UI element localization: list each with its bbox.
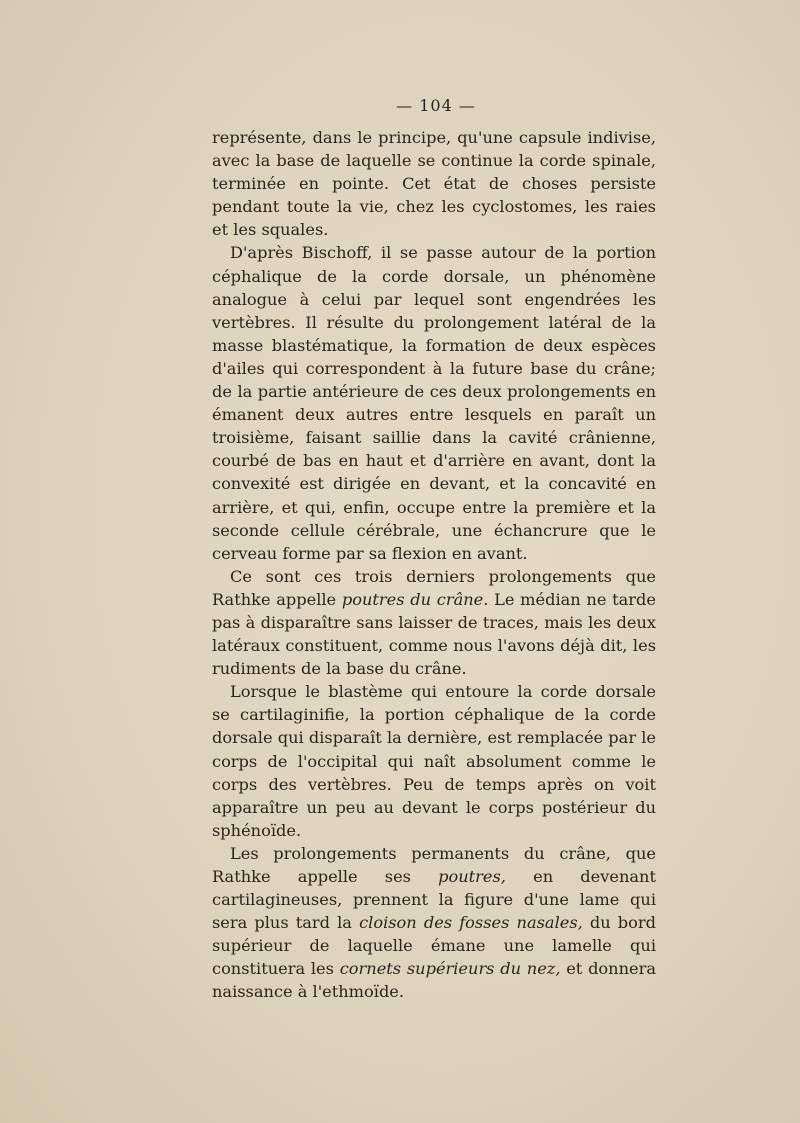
text-segment: Le médian ne tarde pas à disparaître sans laisser de traces, mais les deux latéraux constituent, comme nous l'avons déjà dit, les rudiments de la base du crâne. (212, 589, 656, 679)
paragraph-2 (212, 241, 656, 564)
italic-term: cloison des fosses nasales, (359, 913, 583, 933)
paragraph-5 (212, 842, 656, 1004)
italic-term: poutres, (438, 867, 506, 886)
text-segment: Les prolongements permanents du crâne, que Rathke appelle ses (212, 843, 656, 886)
text-segment: représente, dans le principe, qu'une capsule indivise, avec la base de laquelle se continue la corde spinale, terminée en pointe. Cet état de choses persiste pendant toute la vie, chez les cyclostomes, les raies et les squales. (212, 128, 656, 240)
paragraph-3 (212, 565, 656, 680)
text-segment: Ce sont ces trois derniers prolongements que Rathke appelle (212, 566, 656, 609)
text-segment: en devenant cartilagineuses, prennent la figure d'une lame qui sera plus tard la (212, 867, 656, 933)
text-segment: D'après Bischoff, il se passe autour de la portion céphalique de la corde dorsale, un phénomène analogue à celui par lequel sont engendrées les vertèbres. Il résulte du prolongement latéral de la masse blastématique, la formation de deux espèces d'ailes qui correspondent à la future base du crâne; de la partie antérieure de ces deux prolongements en émanent deux autres entre lesquels en paraît un troisième, faisant saillie dans la cavité crânienne, courbé de bas en haut et d'arrière en avant, dont la convexité est dirigée en devant, et la concavité en arrière, et qui, enfin, occupe entre la première et la seconde cellule cérébrale, une échancrure que le cerveau forme par sa flexion en avant. (212, 243, 656, 563)
italic-term: cornets supérieurs du nez, (339, 959, 561, 979)
italic-term: poutres du crâne. (341, 589, 489, 609)
paragraph-1 (212, 126, 656, 241)
text-segment: du bord supérieur de laquelle émane une lamelle qui constituera les (212, 913, 656, 979)
text-segment: et donnera naissance à l'ethmoïde. (212, 959, 656, 1002)
page-number: — 104 — (396, 96, 476, 115)
body-text (212, 126, 656, 1004)
text-segment: Lorsque le blastème qui entoure la corde dorsale se cartilaginifie, la portion céphalique de la corde dorsale qui disparaît la dernière, est remplacée par le corps de l'occipital qui naît absolument comme le corps des vertèbres. Peu de temps après on voit apparaître un peu au devant le corps postérieur du sphénoïde. (212, 682, 656, 840)
paragraph-4 (212, 680, 656, 842)
